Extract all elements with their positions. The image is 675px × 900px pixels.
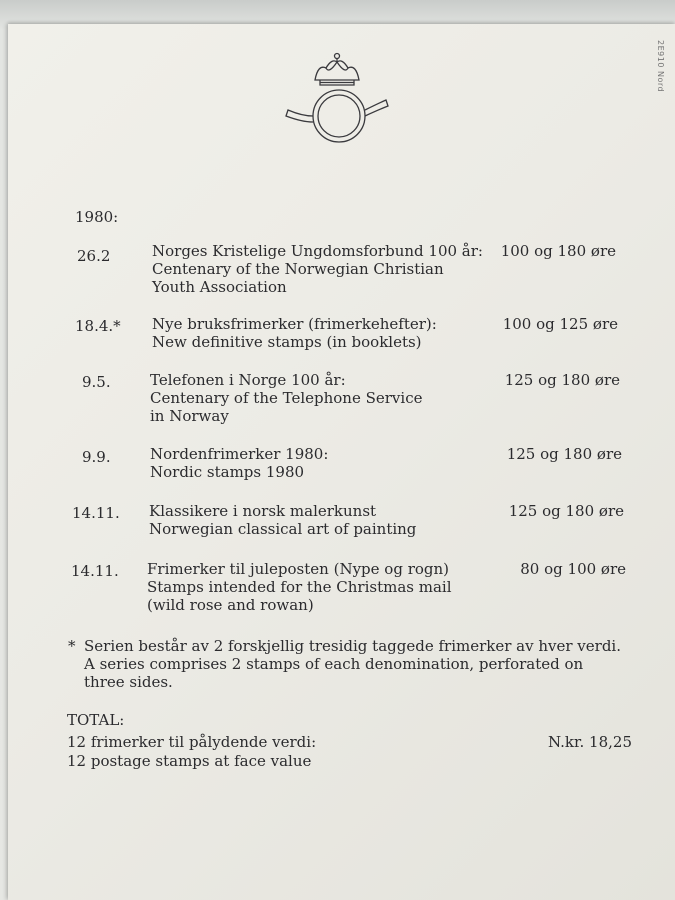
entry-line: Nye bruksfrimerker (frimerkehefter): [152, 315, 437, 333]
entry-line: (wild rose and rowan) [147, 596, 314, 614]
entry-line: Nordenfrimerker 1980: [150, 445, 329, 463]
posthorn-crown-emblem-icon [282, 50, 392, 150]
total-line-norwegian: 12 frimerker til pålydende verdi: [67, 733, 317, 751]
entry-date: 26.2 [77, 247, 111, 265]
entry-line: Frimerker til juleposten (Nype og rogn) [147, 560, 450, 578]
entry-line: Klassikere i norsk malerkunst [149, 502, 377, 520]
total-heading: TOTAL: [67, 711, 125, 729]
footnote-marker: * [68, 637, 76, 655]
entry-price: 100 og 125 øre [502, 315, 618, 333]
entry-price: 125 og 180 øre [506, 445, 622, 463]
entry-line: Centenary of the Norwegian Christian [152, 260, 444, 278]
entry-date: 9.5. [82, 373, 111, 391]
entry-line: Telefonen i Norge 100 år: [150, 371, 346, 389]
total-amount: N.kr. 18,25 [547, 733, 632, 751]
entry-line: Youth Association [152, 278, 287, 296]
entry-line: in Norway [150, 407, 229, 425]
total-line-english: 12 postage stamps at face value [67, 752, 312, 770]
entry-line: Norges Kristelige Ungdomsforbund 100 år: [152, 242, 483, 260]
entry-price: 80 og 100 øre [520, 560, 626, 578]
entry-line: Norwegian classical art of painting [149, 520, 417, 538]
entry-line: Stamps intended for the Christmas mail [147, 578, 452, 596]
entry-price: 100 og 180 øre [500, 242, 616, 260]
entry-line: Nordic stamps 1980 [150, 463, 305, 481]
entry-price: 125 og 180 øre [504, 371, 620, 389]
footnote-line: three sides. [84, 673, 173, 691]
entry-line: New definitive stamps (in booklets) [152, 333, 422, 351]
entry-date: 14.11. [72, 504, 120, 522]
entry-date: 14.11. [71, 562, 119, 580]
side-print-code: 2E910 Nord [656, 40, 665, 93]
footnote-line: A series comprises 2 stamps of each denomination, perforated on [84, 655, 584, 673]
entry-price: 125 og 180 øre [508, 502, 624, 520]
entry-line: Centenary of the Telephone Service [150, 389, 423, 407]
year-heading: 1980: [75, 208, 119, 226]
entry-date: 9.9. [82, 448, 111, 466]
footnote-line: Serien består av 2 forskjellig tresidig taggede frimerker av hver verdi. [84, 637, 621, 655]
entry-date: 18.4.* [75, 317, 121, 335]
